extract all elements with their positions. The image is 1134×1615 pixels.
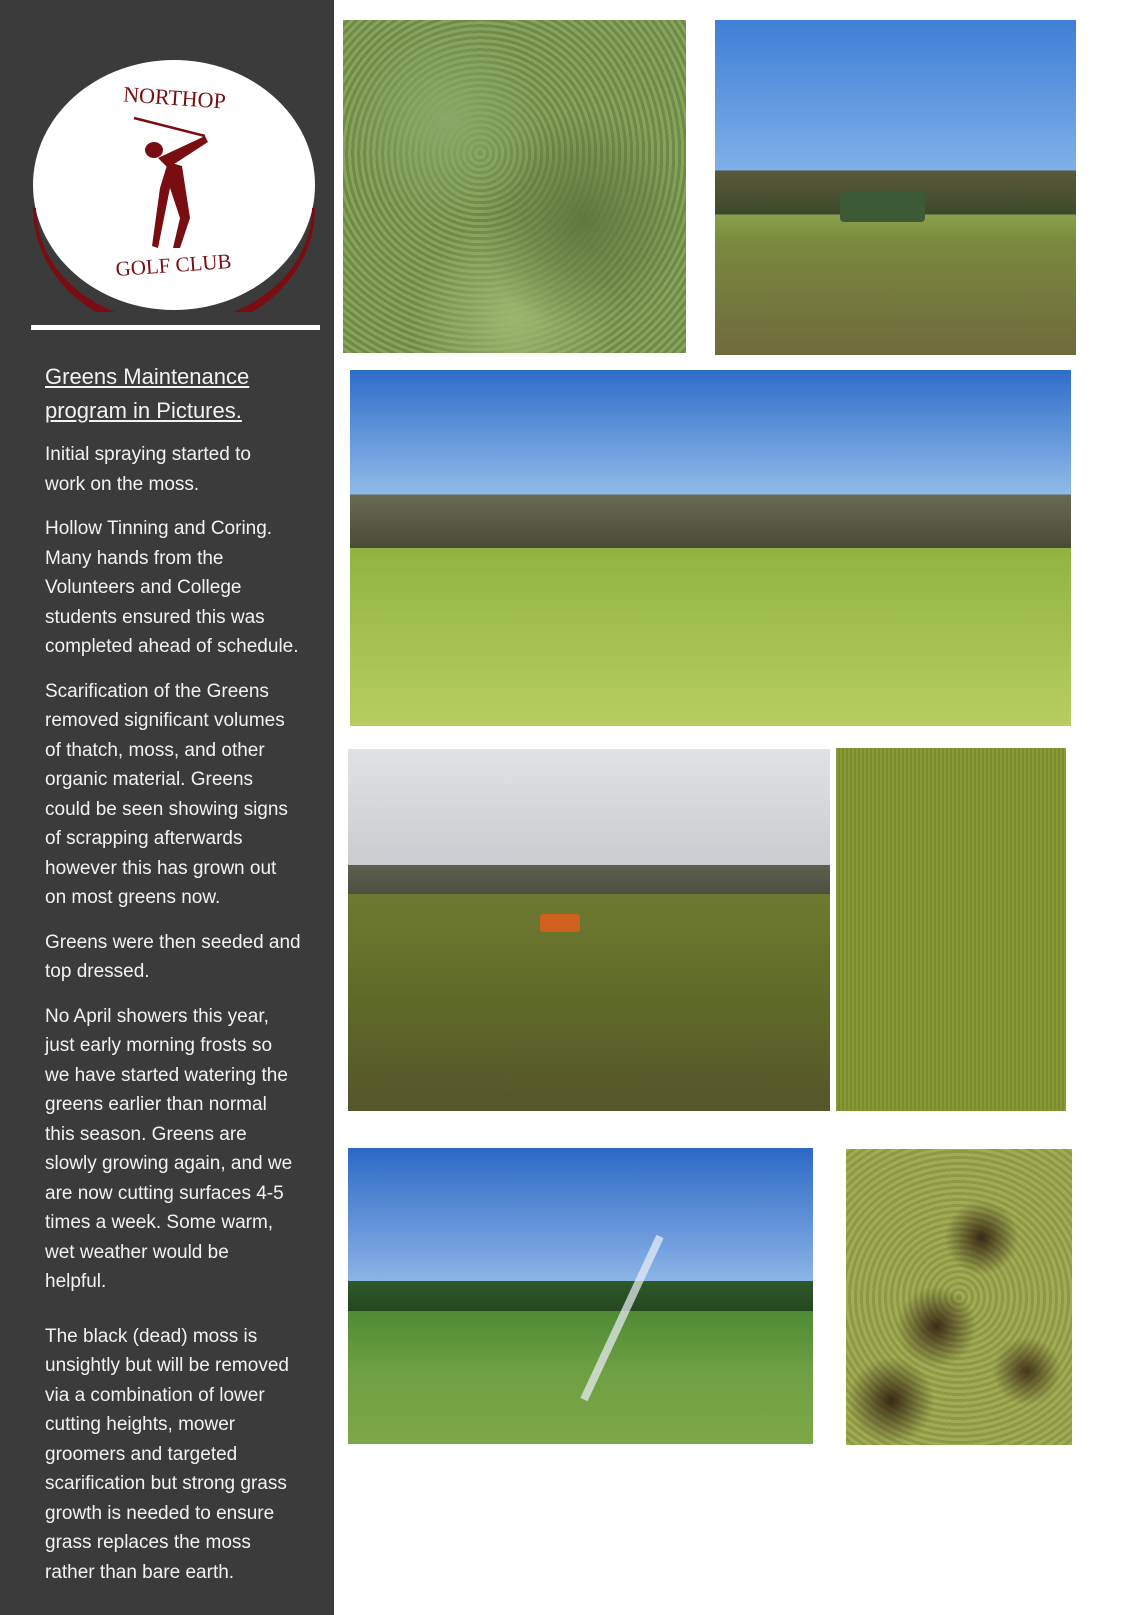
photo-dead-moss-closeup <box>846 1149 1072 1445</box>
photo-scarification-mower <box>348 749 830 1111</box>
photo-moss-closeup <box>343 20 686 353</box>
tractor-icon <box>840 192 925 222</box>
svg-text:GOLF CLUB: GOLF CLUB <box>114 248 233 282</box>
paragraph-scarification: Scarification of the Greens removed significant volumes of thatch, moss, and other organic material. Greens could be seen showing signs of scrapping afterwards however this has grown out on most greens now. <box>45 680 288 908</box>
divider <box>31 325 320 330</box>
paragraph-watering: No April showers this year, just early morning frosts so we have started watering the greens earlier than normal this season. Greens are slowly growing again, and we are now cutting surfaces 4-5 times a week. Some warm, wet weather would be helpful. <box>45 1005 293 1292</box>
photo-volunteers-coring <box>350 370 1071 726</box>
northop-golf-club-logo <box>30 58 318 312</box>
water-spray <box>580 1235 663 1402</box>
article-title: Greens Maintenance program in Pictures. <box>45 364 250 423</box>
photo-tractor-aerating <box>715 20 1076 355</box>
paragraph-tinning: Hollow Tinning and Coring. Many hands from the Volunteers and College students ensured this was completed ahead of schedule. <box>45 518 299 657</box>
mower-icon <box>540 914 580 932</box>
photo-grass-closeup <box>836 748 1066 1111</box>
paragraph-dead-moss: The black (dead) moss is unsightly but will be removed via a combination of lower cutting heights, mower groomers and targeted scarification but strong grass growth is needed to ensure grass replaces the moss rather than bare earth. <box>45 1325 289 1583</box>
paragraph-spraying: Initial spraying started to work on the moss. <box>45 444 251 495</box>
sidebar <box>0 0 334 1615</box>
photo-sprinkler <box>348 1148 813 1444</box>
paragraph-seeding: Greens were then seeded and top dressed. <box>45 931 301 982</box>
article <box>45 360 330 1602</box>
svg-text:NORTHOP: NORTHOP <box>122 81 227 114</box>
